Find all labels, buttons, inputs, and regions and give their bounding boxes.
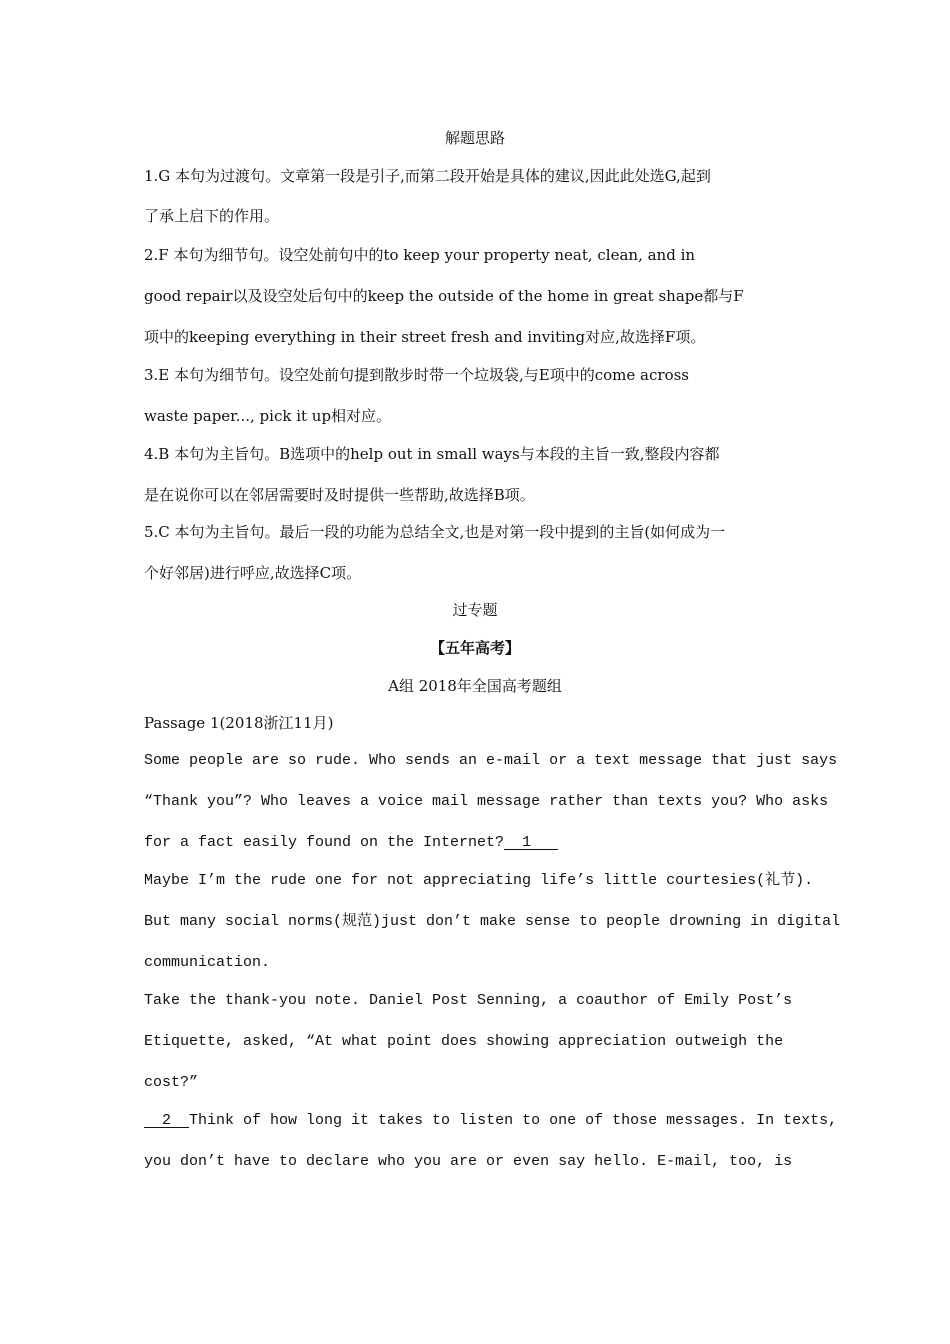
answer-4-line-2: 是在说你可以在邻居需要时及时提供一些帮助,故选择B项。: [144, 486, 535, 504]
answer-blank-1[interactable]: 1: [504, 834, 559, 851]
answer-3-line-1: 3.E 本句为细节句。设空处前句提到散步时带一个垃圾袋,与E项中的come across: [144, 366, 689, 384]
group-title: A组 2018年全国高考题组: [388, 677, 562, 695]
five-years-heading: 【五年高考】: [429, 639, 520, 657]
passage-text: Think of how long it takes to listen to one of those messages. In texts,: [189, 1112, 838, 1129]
section-title: 解题思路: [444, 129, 505, 147]
passage-line: you don’t have to declare who you are or even say hello. E-mail, too, is: [144, 1153, 793, 1170]
answer-4-line-1: 4.B 本句为主旨句。B选项中的help out in small ways与本段的主旨一致,整段内容都: [144, 445, 720, 463]
passage-line: Maybe I’m the rude one for not appreciating life’s little courtesies(礼节).: [144, 872, 814, 889]
passage-line: “Thank you”? Who leaves a voice mail message rather than texts you? Who asks: [144, 793, 829, 810]
answer-1-line-2: 了承上启下的作用。: [144, 207, 280, 225]
passage-text: for a fact easily found on the Internet?: [144, 834, 505, 851]
passage-line: [144, 833, 558, 853]
passage-line: Etiquette, asked, “At what point does showing appreciation outweigh the: [144, 1033, 784, 1050]
answer-5-line-2: 个好邻居)进行呼应,故选择C项。: [144, 564, 362, 582]
answer-1-line-1: 1.G 本句为过渡句。文章第一段是引子,而第二段开始是具体的建议,因此此处选G,起到: [144, 167, 711, 185]
passage-line: communication.: [144, 954, 271, 971]
passage-line: But many social norms(规范)just don’t make sense to people drowning in digital: [144, 913, 841, 930]
answer-2-line-3: 项中的keeping everything in their street fresh and inviting对应,故选择F项。: [144, 328, 706, 346]
answer-2-line-2: good repair以及设空处后句中的keep the outside of the home in great shape都与F: [144, 287, 744, 305]
special-topic-heading: 过专题: [452, 601, 498, 619]
passage-line: Some people are so rude. Who sends an e-mail or a text message that just says: [144, 752, 838, 769]
passage-line: cost?”: [144, 1074, 199, 1091]
passage-label: Passage 1(2018浙江11月): [144, 714, 334, 732]
answer-2-line-1: 2.F 本句为细节句。设空处前句中的to keep your property neat, clean, and in: [144, 246, 696, 264]
answer-3-line-2: waste paper..., pick it up相对应。: [144, 407, 392, 425]
answer-5-line-1: 5.C 本句为主旨句。最后一段的功能为总结全文,也是对第一段中提到的主旨(如何成为一: [144, 523, 726, 541]
passage-line: Take the thank-you note. Daniel Post Senning, a coauthor of Emily Post’s: [144, 992, 793, 1009]
passage-line: [144, 1111, 837, 1131]
answer-blank-2[interactable]: 2: [144, 1112, 190, 1129]
